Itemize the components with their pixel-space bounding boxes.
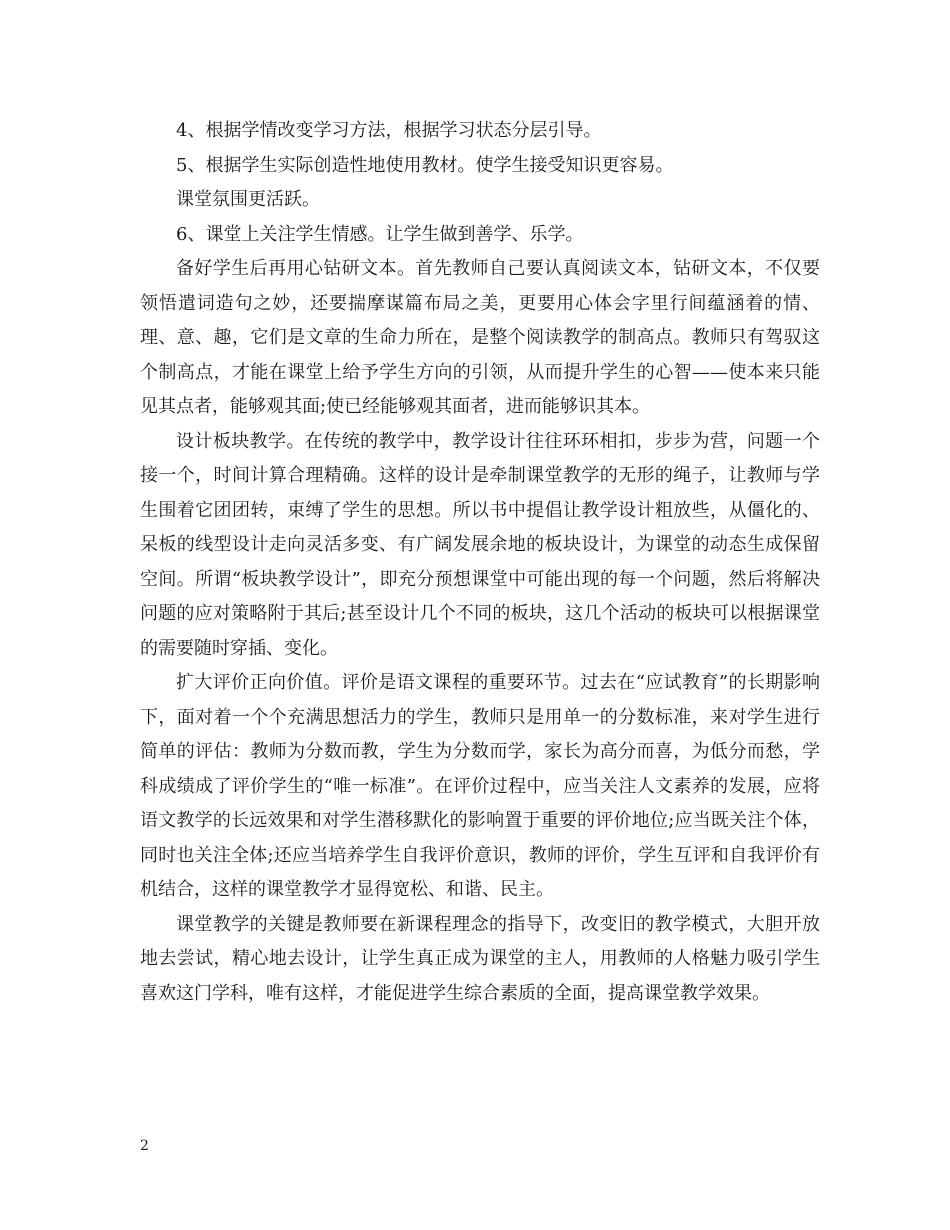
paragraph-6: 设计板块教学。在传统的教学中，教学设计往往环环相扣，步步为营，问题一个接一个，时间计算合理精确。这样的设计是牵制课堂教学的无形的绳子，让教师与学生围着它团团转，束缚了学生的思想。所以书中提倡让教学设计粗放些，从僵化的、呆板的线型设计走向灵活多变、有广阔发展余地的板块设计，为课堂的动态生成保留空间。所谓“板块教学设计”，即充分预想课堂中可能出现的每一个问题，然后将解决问题的应对策略附于其后;甚至设计几个不同的板块，这几个活动的板块可以根据课堂的需要随时穿插、变化。: [140, 430, 820, 659]
body-text: [140, 114, 820, 1011]
paragraph-8: 课堂教学的关键是教师要在新课程理念的指导下，改变旧的教学模式，大胆开放地去尝试，精心地去设计，让学生真正成为课堂的主人，用教师的人格魅力吸引学生喜欢这门学科，唯有这样，才能促进学生综合素质的全面，提高课堂教学效果。: [140, 913, 820, 1004]
paragraph-4: 6、课堂上关注学生情感。让学生做到善学、乐学。: [176, 223, 584, 245]
paragraph-7: 扩大评价正向价值。评价是语文课程的重要环节。过去在“应试教育”的长期影响下，面对着一个个充满思想活力的学生，教师只是用单一的分数标准，来对学生进行简单的评估：教师为分数而教，学生为分数而学，家长为高分而喜，为低分而愁，学科成绩成了评价学生的“唯一标准”。在评价过程中，应当关注人文素养的发展，应将语文教学的长远效果和对学生潜移默化的影响置于重要的评价地位;应当既关注个体，同时也关注全体;还应当培养学生自我评价意识，教师的评价，学生互评和自我评价有机结合，这样的课堂教学才显得宽松、和谐、民主。: [140, 672, 820, 900]
paragraph-1: 4、根据学情改变学习方法，根据学习状态分层引导。: [176, 120, 602, 141]
paragraph-5: 备好学生后再用心钻研文本。首先教师自己要认真阅读文本，钻研文本，不仅要领悟遣词造句之妙，还要揣摩谋篇布局之美，更要用心体会字里行间蕴涵着的情、理、意、趣，它们是文章的生命力所在，是整个阅读教学的制高点。教师只有驾驭这个制高点，才能在课堂上给予学生方向的引领，从而提升学生的心智——使本来只能见其点者，能够观其面;使已经能够观其面者，进而能够识其本。: [140, 258, 820, 417]
paragraph-3: 课堂氛围更活跃。: [176, 189, 320, 210]
paragraph-2: 5、根据学生实际创造性地使用教材。使学生接受知识更容易。: [176, 154, 674, 176]
page-number: 2: [140, 1138, 149, 1154]
